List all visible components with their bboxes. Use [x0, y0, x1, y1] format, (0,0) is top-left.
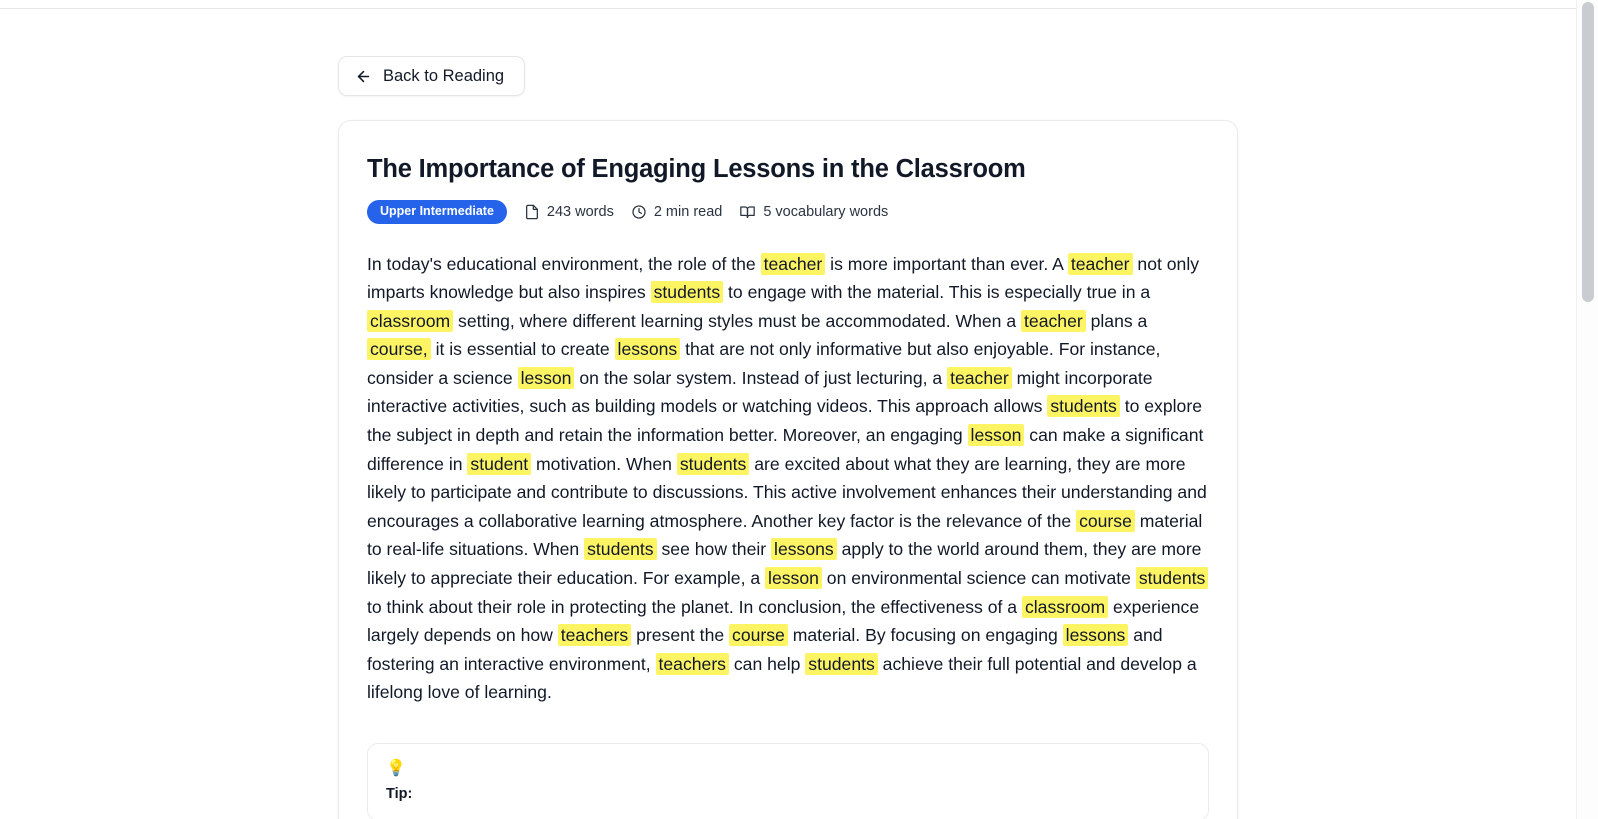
read-time-meta	[631, 204, 723, 220]
vocabulary-highlight[interactable]: course	[1076, 510, 1135, 532]
vocabulary-highlight[interactable]: teacher	[761, 253, 826, 275]
vocabulary-count-meta	[739, 204, 888, 220]
vocabulary-highlight[interactable]: students	[1047, 395, 1120, 417]
vocabulary-highlight[interactable]: lesson	[765, 567, 822, 589]
back-button-label: Back to Reading	[383, 66, 505, 85]
word-count-label: 243 words	[546, 203, 614, 220]
vocabulary-highlight[interactable]: teachers	[656, 653, 729, 675]
vocabulary-highlight[interactable]: students	[1136, 567, 1209, 589]
vocabulary-highlight[interactable]: classroom	[367, 310, 453, 332]
vocabulary-highlight[interactable]: students	[651, 281, 724, 303]
vocabulary-highlight[interactable]: lessons	[1063, 624, 1129, 646]
read-time-label: 2 min read	[653, 203, 723, 220]
vocabulary-highlight[interactable]: students	[584, 538, 657, 560]
back-to-reading-button[interactable]	[338, 56, 525, 96]
vocabulary-highlight[interactable]: teacher	[1021, 310, 1086, 332]
arrow-left-icon	[355, 68, 372, 85]
tip-label: Tip:	[386, 786, 413, 802]
document-icon	[524, 204, 540, 220]
vocabulary-highlight[interactable]: students	[805, 653, 878, 675]
vocabulary-highlight[interactable]: course	[729, 624, 788, 646]
scrollbar-thumb[interactable]	[1582, 2, 1594, 302]
vocabulary-highlight[interactable]: lesson	[518, 367, 575, 389]
article-body-text: In today's educational environment, the role of the teacher is more important than ever. A teacher not only imparts knowledge but also inspires students to engage with the material. This is especially true in a classroom setting, where different learning styles must be accommodated. When a teacher plans a course, it is essential to create lessons that are not only informative but also enjoyable. For instance, consider a science lesson on the solar system. Instead of just lecturing, a teacher might incorporate interactive activities, such as building models or watching videos. This approach allows students to explore the subject in depth and retain the information better. Moreover, an engaging lesson can make a significant difference in student motivation. When students are excited about what they are learning, they are more likely to participate and contribute to discussions. This active involvement enhances their understanding and encourages a collaborative learning atmosphere. Another key factor is the relevance of the course material to real-life situations. When students see how their lessons apply to the world around them, they are more likely to appreciate their education. For example, a lesson on environmental science can motivate students to think about their role in protecting the planet. In conclusion, the effectiveness of a classroom experience largely depends on how teachers present the course material. By focusing on engaging lessons and fostering an interactive environment, teachers can help students achieve their full potential and develop a lifelong love of learning.	[367, 253, 1207, 703]
vocabulary-highlight[interactable]: teachers	[558, 624, 631, 646]
article-card	[338, 120, 1238, 819]
vocabulary-highlight[interactable]: lesson	[968, 424, 1025, 446]
vocabulary-highlight[interactable]: student	[467, 453, 531, 475]
lightbulb-icon: 💡	[386, 760, 406, 777]
page-title: The Importance of Engaging Lessons in the Classroom	[367, 155, 1026, 183]
vocabulary-count-label: 5 vocabulary words	[763, 203, 889, 220]
clock-icon	[631, 204, 647, 220]
vocabulary-highlight[interactable]: lessons	[771, 538, 837, 560]
article-meta	[367, 200, 1209, 224]
vocabulary-highlight[interactable]: course,	[367, 338, 431, 360]
content-container	[338, 0, 1238, 819]
book-icon	[739, 204, 756, 220]
word-count-meta	[524, 204, 614, 220]
status-badge: Upper Intermediate	[367, 200, 507, 224]
page-scrollbar[interactable]	[1576, 0, 1598, 819]
vocabulary-highlight[interactable]: teacher	[1068, 253, 1133, 275]
vocabulary-highlight[interactable]: lessons	[615, 338, 681, 360]
vocabulary-highlight[interactable]: students	[677, 453, 750, 475]
tip-box	[367, 743, 1209, 819]
vocabulary-highlight[interactable]: teacher	[947, 367, 1012, 389]
vocabulary-highlight[interactable]: classroom	[1022, 596, 1108, 618]
